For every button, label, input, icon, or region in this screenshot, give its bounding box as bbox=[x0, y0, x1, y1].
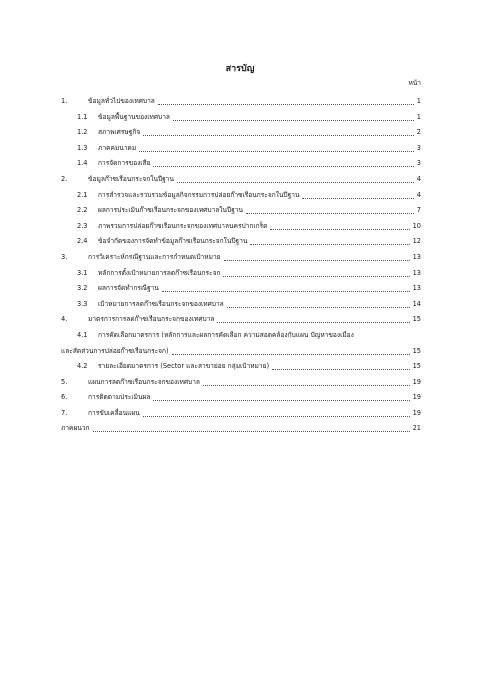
toc-entry-title: ภาพรวมการปล่อยก๊าซเรือนกระจกของเทศบาลนครปากเกร็ด bbox=[98, 221, 268, 230]
toc-entry-number: 2.3 bbox=[77, 221, 88, 230]
toc-entry[interactable] bbox=[61, 266, 421, 282]
toc-entry-number: 7. bbox=[61, 408, 68, 417]
toc-entry-number: 3.2 bbox=[77, 284, 88, 293]
toc-entry-page: 7 bbox=[416, 206, 421, 215]
toc-entry[interactable] bbox=[61, 188, 421, 204]
toc-entry[interactable] bbox=[61, 156, 421, 172]
toc-entry[interactable] bbox=[61, 406, 421, 422]
toc-leader-dots bbox=[227, 307, 410, 308]
toc-entry[interactable] bbox=[61, 234, 421, 250]
toc-entry-title: ภาคผนวก bbox=[61, 424, 90, 433]
toc-entry-number: 2.4 bbox=[77, 237, 88, 246]
toc-entry[interactable] bbox=[61, 125, 421, 141]
toc-entry[interactable] bbox=[61, 141, 421, 157]
toc-entry-title: สภาพเศรษฐกิจ bbox=[98, 128, 141, 137]
toc-entry-title: ข้อมูลทั่วไปของเทศบาล bbox=[88, 97, 155, 105]
toc-leader-dots bbox=[143, 416, 410, 417]
toc-entry[interactable] bbox=[61, 390, 421, 406]
toc-entry-number: 6. bbox=[61, 393, 68, 402]
toc-entry-title: มาตรการการลดก๊าซเรือนกระจกของเทศบาล bbox=[88, 315, 215, 324]
toc-entry-number: 1. bbox=[61, 97, 68, 105]
toc-entry[interactable] bbox=[61, 359, 421, 375]
toc-entry-continuation[interactable] bbox=[61, 344, 421, 360]
toc-entry-title: ข้อจำกัดของการจัดทำข้อมูลก๊าซเรือนกระจกในปีฐาน bbox=[98, 237, 248, 246]
toc-entry[interactable] bbox=[61, 297, 421, 313]
toc-entry-title: การวิเคราะห์กรณีฐานและการกำหนดเป้าหมาย bbox=[88, 252, 221, 261]
toc-entry-page: 14 bbox=[412, 299, 421, 308]
toc-entry-number: 1.1 bbox=[77, 112, 88, 121]
toc-entry-title: แผนการลดก๊าซเรือนกระจกของเทศบาล bbox=[88, 377, 200, 386]
toc-entry-number: 4. bbox=[61, 315, 68, 324]
toc-entry[interactable] bbox=[61, 94, 421, 110]
toc-entry-page: 21 bbox=[412, 424, 421, 433]
toc-entry[interactable] bbox=[61, 312, 421, 328]
toc-leader-dots bbox=[223, 276, 410, 277]
toc-entry-page: 19 bbox=[412, 377, 421, 386]
toc-entry-number: 3. bbox=[61, 252, 68, 261]
toc-entry-title-continued: และสัดส่วนการปล่อยก๊าซเรือนกระจก) bbox=[61, 346, 169, 355]
toc-entry-number: 1.4 bbox=[77, 159, 88, 168]
toc-entry-page: 3 bbox=[416, 159, 421, 168]
toc-leader-dots bbox=[270, 229, 410, 230]
toc-entry[interactable] bbox=[61, 172, 421, 188]
toc-entry-page: 4 bbox=[416, 174, 421, 183]
toc-entry-number: 2. bbox=[61, 174, 68, 183]
toc-entry-page: 13 bbox=[412, 284, 421, 293]
toc-entry[interactable] bbox=[61, 421, 421, 437]
toc-entry-title: การขับเคลื่อนแผน bbox=[88, 408, 140, 417]
toc-leader-dots bbox=[177, 182, 414, 183]
toc-entry[interactable] bbox=[61, 281, 421, 297]
toc-entry-number: 2.2 bbox=[77, 206, 88, 215]
toc-leader-dots bbox=[172, 354, 410, 355]
toc-entry-title: การสำรวจและรวบรวมข้อมูลกิจกรรมการปล่อยก๊าซเรือนกระจกในปีฐาน bbox=[98, 190, 300, 199]
toc-entry[interactable] bbox=[61, 203, 421, 219]
toc-entry-number: 1.2 bbox=[77, 128, 88, 137]
toc-entry-number: 2.1 bbox=[77, 190, 88, 199]
toc-entry[interactable] bbox=[61, 250, 421, 266]
toc-entry-number: 1.3 bbox=[77, 143, 88, 152]
toc-leader-dots bbox=[250, 244, 410, 245]
toc-entry-page: 19 bbox=[412, 408, 421, 417]
toc-entry-page: 15 bbox=[412, 315, 421, 324]
table-of-contents bbox=[61, 94, 421, 437]
toc-entry-page: 10 bbox=[412, 221, 421, 230]
toc-entry-page: 15 bbox=[412, 346, 421, 355]
toc-entry[interactable] bbox=[61, 110, 421, 126]
toc-entry-title: รายละเอียดมาตรการ (Sector และสาขาย่อย กลุ่มเป้าหมาย) bbox=[98, 362, 270, 371]
toc-leader-dots bbox=[139, 151, 414, 152]
toc-entry[interactable] bbox=[61, 219, 421, 235]
toc-entry-page: 1 bbox=[416, 112, 421, 121]
toc-entry-page: 2 bbox=[416, 128, 421, 137]
toc-leader-dots bbox=[158, 104, 414, 105]
toc-entry-title: ข้อมูลก๊าซเรือนกระจกในปีฐาน bbox=[88, 174, 174, 183]
toc-leader-dots bbox=[246, 213, 414, 214]
toc-leader-dots bbox=[93, 431, 410, 432]
toc-entry-page: 1 bbox=[416, 97, 421, 105]
page-column-header: หน้า bbox=[408, 79, 421, 87]
toc-leader-dots bbox=[203, 385, 410, 386]
toc-entry-number: 5. bbox=[61, 377, 68, 386]
toc-leader-dots bbox=[272, 369, 410, 370]
toc-entry[interactable] bbox=[61, 328, 421, 344]
toc-entry-page: 3 bbox=[416, 143, 421, 152]
toc-entry-number: 3.1 bbox=[77, 268, 88, 277]
toc-entry-page: 13 bbox=[412, 252, 421, 261]
toc-entry-title: การคัดเลือกมาตรการ (หลักการและผลการคัดเลือก ความสอดคล้องกับแผน ปัญหาของเมือง bbox=[98, 330, 354, 339]
toc-entry-number: 4.2 bbox=[77, 362, 88, 371]
toc-entry-page: 19 bbox=[412, 393, 421, 402]
toc-leader-dots bbox=[217, 322, 410, 323]
toc-entry-title: ข้อมูลพื้นฐานของเทศบาล bbox=[98, 112, 170, 121]
toc-entry-page: 15 bbox=[412, 362, 421, 371]
toc-entry-number: 3.3 bbox=[77, 299, 88, 308]
toc-entry-title: ผลการประเมินก๊าซเรือนกระจกของเทศบาลในปีฐาน bbox=[98, 206, 244, 215]
toc-entry[interactable] bbox=[61, 375, 421, 391]
toc-entry-page: 4 bbox=[416, 190, 421, 199]
toc-entry-page: 12 bbox=[412, 237, 421, 246]
toc-entry-title: เป้าหมายการลดก๊าซเรือนกระจกของเทศบาล bbox=[98, 299, 224, 308]
toc-entry-title: หลักการตั้งเป้าหมายการลดก๊าซเรือนกระจก bbox=[98, 268, 221, 277]
toc-entry-number: 4.1 bbox=[77, 330, 88, 339]
toc-leader-dots bbox=[153, 166, 414, 167]
toc-leader-dots bbox=[153, 400, 410, 401]
toc-leader-dots bbox=[224, 260, 410, 261]
toc-leader-dots bbox=[162, 291, 410, 292]
toc-leader-dots bbox=[173, 120, 414, 121]
toc-leader-dots bbox=[302, 198, 414, 199]
toc-entry-title: การจัดการของเสีย bbox=[98, 159, 151, 168]
toc-entry-title: ภาคคมนาคม bbox=[98, 143, 137, 152]
toc-entry-title: ผลการจัดทำกรณีฐาน bbox=[98, 284, 159, 293]
toc-title: สารบัญ bbox=[225, 64, 255, 74]
toc-leader-dots bbox=[143, 135, 414, 136]
toc-entry-page: 13 bbox=[412, 268, 421, 277]
toc-entry-title: การติดตามประเมินผล bbox=[88, 393, 151, 402]
